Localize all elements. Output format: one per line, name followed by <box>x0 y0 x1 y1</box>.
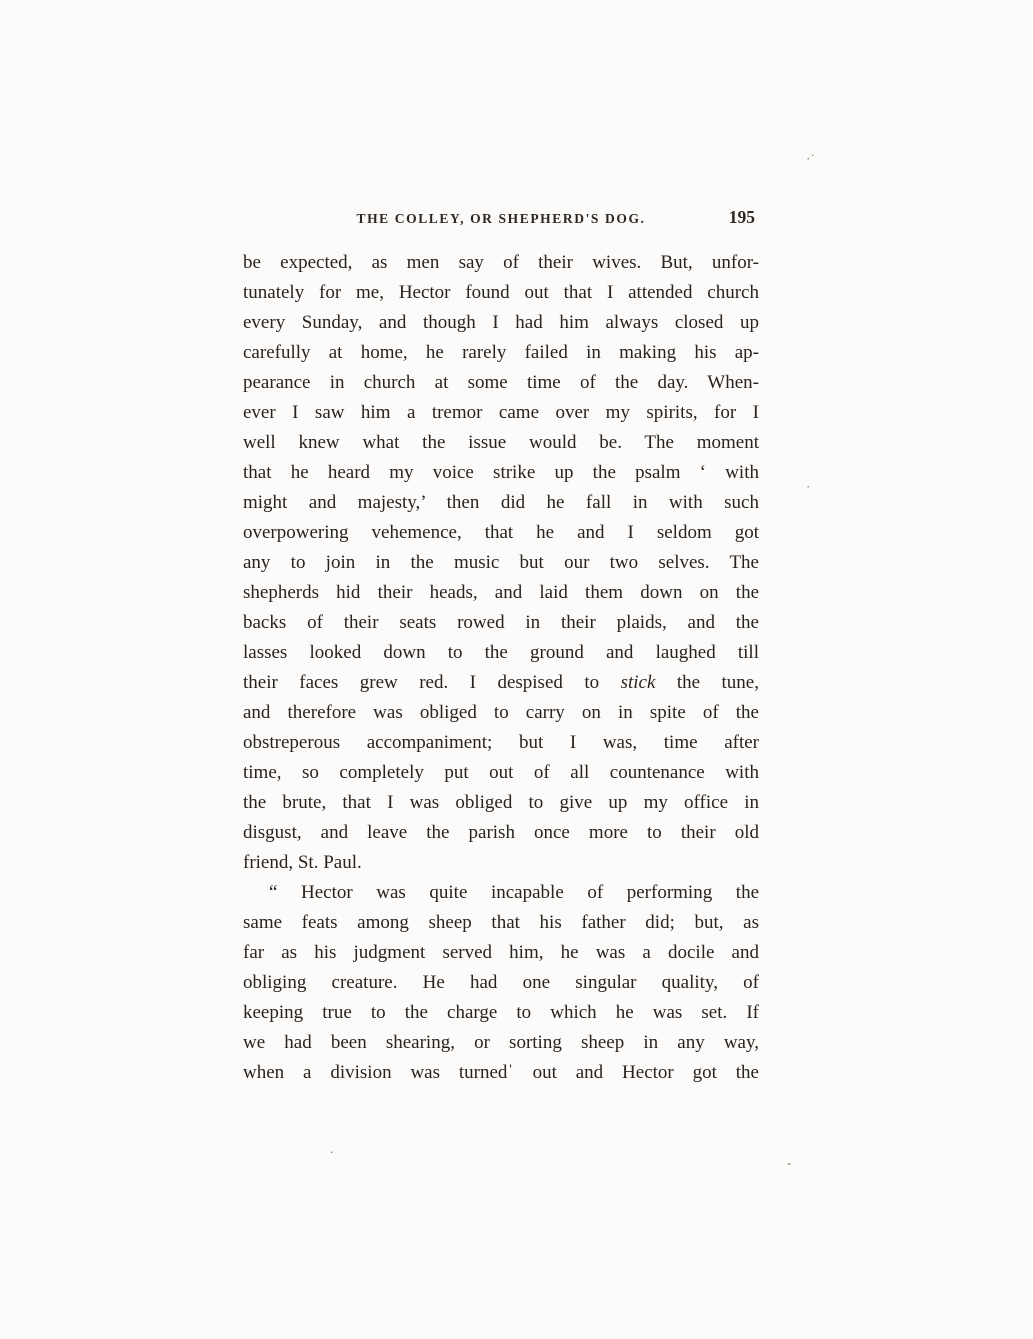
italic-text: stick <box>620 672 656 693</box>
text-line <box>243 1028 759 1058</box>
text-segment: their faces grew red. I despised to <box>243 672 621 693</box>
text-segment: “ Hector was quite incapable of performing the <box>269 882 759 903</box>
text-line <box>243 908 759 938</box>
text-line <box>243 938 759 968</box>
text-line <box>243 848 759 878</box>
text-segment: be expected, as men say of their wives. But, unfor- <box>243 252 759 273</box>
text-segment: the brute, that I was obliged to give up my office in <box>243 792 759 813</box>
text-line <box>243 368 759 398</box>
text-line <box>243 638 759 668</box>
text-segment: ever I saw him a tremor came over my spirits, for I <box>243 402 759 423</box>
text-line <box>243 458 759 488</box>
text-line <box>243 248 759 278</box>
text-segment: when a division was turnedˈ out and Hector got the <box>243 1062 759 1083</box>
text-line <box>243 398 759 428</box>
text-segment: friend, St. Paul. <box>243 852 362 873</box>
text-column <box>243 206 759 1088</box>
scan-artifact: ·˙ <box>806 151 815 166</box>
text-line <box>243 728 759 758</box>
text-line <box>243 968 759 998</box>
text-line <box>243 488 759 518</box>
text-segment: the tune, <box>655 672 759 693</box>
text-segment: and therefore was obliged to carry on in spite of the <box>243 702 759 723</box>
text-segment: tunately for me, Hector found out that I attended church <box>243 282 759 303</box>
running-title: THE COLLEY, OR SHEPHERD'S DOG. <box>356 211 646 226</box>
text-line <box>243 998 759 1028</box>
text-segment: time, so completely put out of all countenance with <box>243 762 759 783</box>
text-line <box>243 608 759 638</box>
text-segment: lasses looked down to the ground and laughed till <box>243 642 759 663</box>
text-segment: backs of their seats rowed in their plaids, and the <box>243 612 759 633</box>
text-line <box>243 788 759 818</box>
text-segment: well knew what the issue would be. The moment <box>243 432 759 453</box>
text-line <box>243 1058 759 1088</box>
text-segment: same feats among sheep that his father did; but, as <box>243 912 759 933</box>
text-line <box>243 308 759 338</box>
scan-artifact: . <box>330 1141 334 1156</box>
text-segment: shepherds hid their heads, and laid them down on the <box>243 582 759 603</box>
text-line <box>243 278 759 308</box>
text-segment: carefully at home, he rarely failed in making his ap- <box>243 342 759 363</box>
text-segment: overpowering vehemence, that he and I seldom got <box>243 522 759 543</box>
text-segment: disgust, and leave the parish once more to their old <box>243 822 759 843</box>
text-segment: we had been shearing, or sorting sheep in any way, <box>243 1032 759 1053</box>
page-header <box>243 206 759 238</box>
text-segment: that he heard my voice strike up the psalm ‘ with <box>243 462 759 483</box>
text-line <box>243 548 759 578</box>
text-line <box>243 428 759 458</box>
scan-artifact: - <box>787 1155 792 1170</box>
text-line <box>243 338 759 368</box>
text-segment: obstreperous accompaniment; but I was, time after <box>243 732 759 753</box>
text-line <box>243 668 759 698</box>
text-segment: pearance in church at some time of the day. When- <box>243 372 759 393</box>
text-segment: far as his judgment served him, he was a docile and <box>243 942 759 963</box>
text-segment: any to join in the music but our two selves. The <box>243 552 759 573</box>
text-segment: might and majesty,’ then did he fall in with such <box>243 492 759 513</box>
text-line <box>243 818 759 848</box>
text-segment: every Sunday, and though I had him always closed up <box>243 312 759 333</box>
text-line <box>243 878 759 908</box>
text-segment: keeping true to the charge to which he was set. If <box>243 1002 759 1023</box>
text-line <box>243 758 759 788</box>
text-segment: obliging creature. He had one singular quality, of <box>243 972 759 993</box>
page-body <box>243 248 759 1088</box>
scan-artifact: · <box>806 479 811 494</box>
text-line <box>243 518 759 548</box>
page-number: 195 <box>728 207 755 227</box>
text-line <box>243 698 759 728</box>
text-line <box>243 578 759 608</box>
